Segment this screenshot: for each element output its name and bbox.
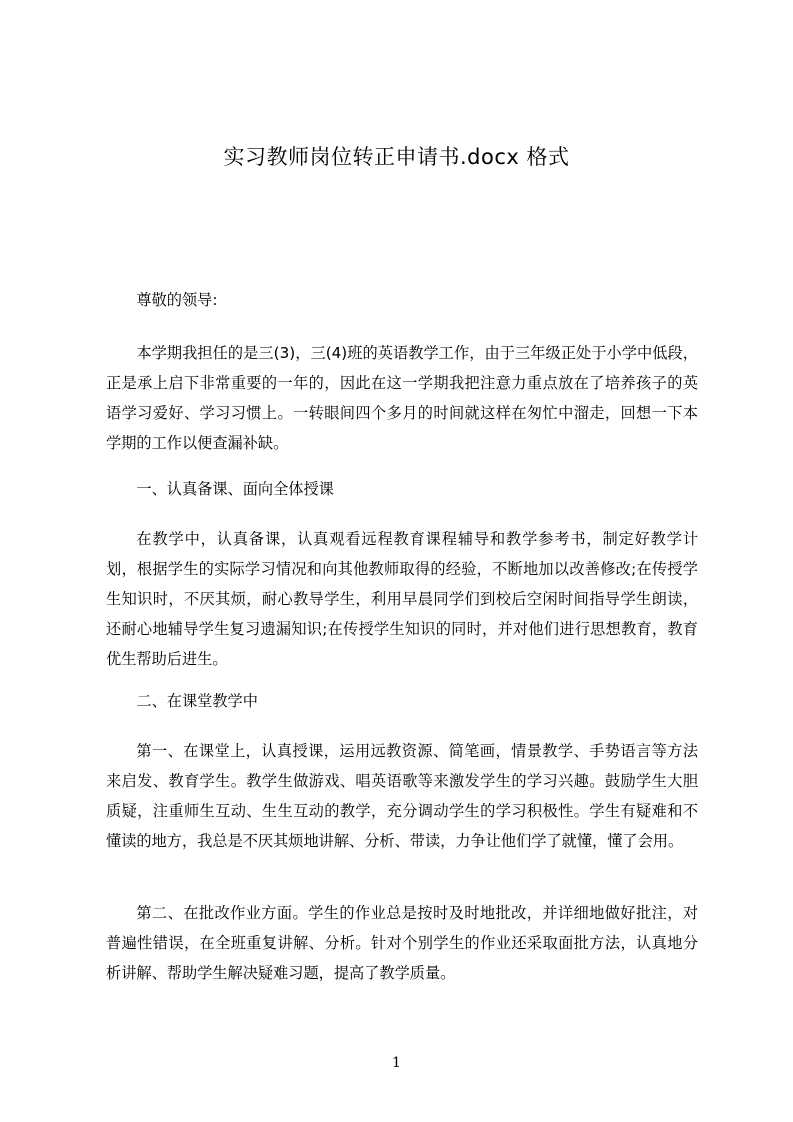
document-title: 实习教师岗位转正申请书.docx 格式 — [223, 145, 570, 169]
section2-paragraph-1 — [106, 736, 698, 856]
intro-text: 本学期我担任的是三(3)，三(4)班的英语教学工作，由于三年级正处于小学中低段，正是承上启下非常重要的一年的，因此在这一学期我把注意力重点放在了培养孩子的英语学习爱好、学习习惯上。一转眼间四个多月的时间就这样在匆忙中溜走，回想一下本学期的工作以便查漏补缺。 — [106, 344, 698, 452]
salutation — [106, 285, 698, 315]
section1-text: 在教学中，认真备课，认真观看远程教育课程辅导和教学参考书，制定好教学计划，根据学生的实际学习情况和向其他教师取得的经验，不断地加以改善修改;在传授学生知识时，不厌其烦，耐心教导学生，利用早晨同学们到校后空闲时间指导学生朗读，还耐心地辅导学生复习遗漏知识;在传授学生知识的同时，并对他们进行思想教育，教育优生帮助后进生。 — [106, 530, 698, 668]
section2-text-1: 第一、在课堂上，认真授课，运用远教资源、简笔画，情景教学、手势语言等方法来启发、教育学生。教学生做游戏、唱英语歌等来激发学生的学习兴趣。鼓励学生大胆质疑，注重师生互动、生生互动的教学，充分调动学生的学习积极性。学生有疑难和不懂读的地方，我总是不厌其烦地讲解、分析、带读，力争让他们学了就懂，懂了会用。 — [106, 742, 698, 850]
section2-heading-text: 二、在课堂教学中 — [136, 692, 258, 710]
section2-heading — [106, 686, 698, 716]
page-number: 1 — [392, 1055, 401, 1071]
section1-paragraph — [106, 524, 698, 674]
section1-heading — [106, 474, 698, 504]
intro-paragraph — [106, 338, 698, 458]
salutation-text: 尊敬的领导: — [136, 291, 218, 309]
section2-paragraph-2 — [106, 898, 698, 988]
section1-heading-text: 一、认真备课、面向全体授课 — [136, 480, 334, 498]
section2-text-2: 第二、在批改作业方面。学生的作业总是按时及时地批改，并详细地做好批注，对普遍性错误，在全班重复讲解、分析。针对个别学生的作业还采取面批方法，认真地分析讲解、帮助学生解决疑难习题，提高了教学质量。 — [106, 904, 698, 982]
